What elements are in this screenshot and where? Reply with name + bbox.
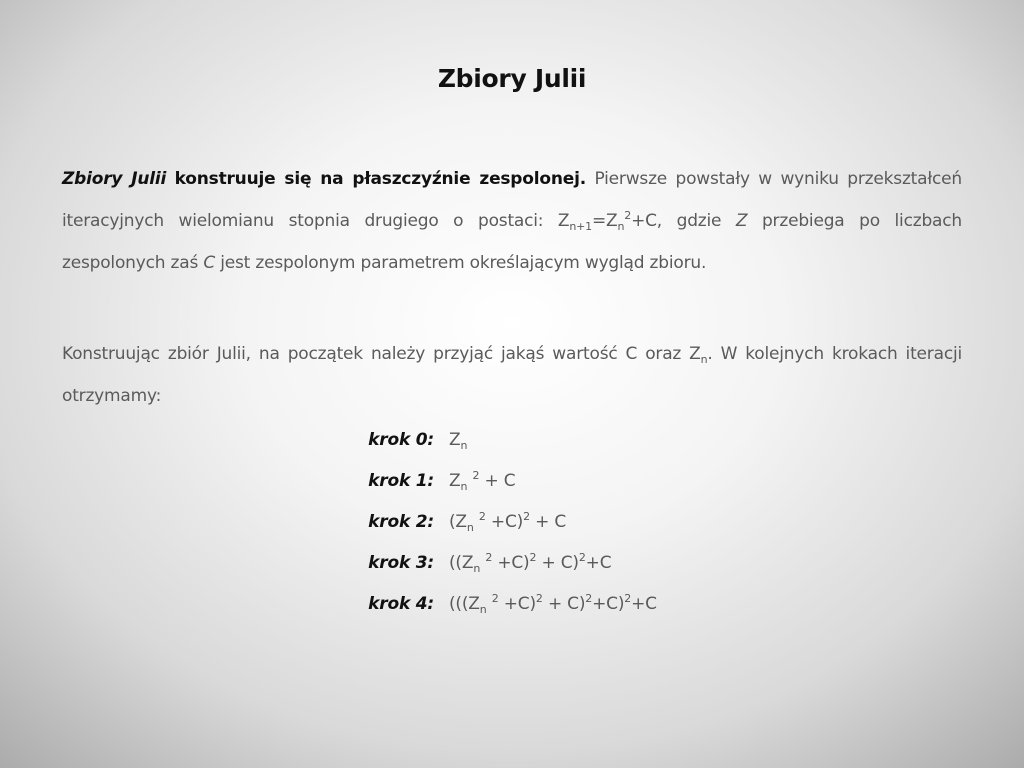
step-label: krok 4: <box>368 594 434 614</box>
lead-sentence: konstruuje się na płaszczyźnie zespolonej. <box>174 169 586 189</box>
slide-title: Zbiory Julii <box>437 64 587 93</box>
intro-paragraph: Zbiory Julii konstruuje się na płaszczyźnie zespolonej. Pierwsze powstały w wyniku przekształceń iteracyjnych wielomianu stopnia drugiego o postaci: $Z_{n+1}=Z_n^2+C$, gdzie Z przebiega po liczbach zespolonych zaś C jest zespolonym parametrem określającym wygląd zbioru. <box>62 169 962 273</box>
step-expression: $Z_n$ $^2$ + C <box>449 469 516 493</box>
iteration-step-3 <box>0 553 1024 594</box>
step-label: krok 2: <box>368 512 434 532</box>
step-label: krok 3: <box>368 553 434 573</box>
step-expression: ($Z_n$ $^2$ +C)$^2$ + C <box>449 510 566 534</box>
iteration-step-0 <box>0 430 1024 471</box>
construction-paragraph: Konstruując zbiór Julii, na początek należy przyjąć jakąś wartość C oraz $Z_n$. W kolejnych krokach iteracji otrzymamy: <box>62 344 963 406</box>
step-expression: ((($Z_n$ $^2$ +C)$^2$ + C)$^2$+C)$^2$+C <box>449 592 657 616</box>
iteration-step-1 <box>0 471 1024 512</box>
step-expression: (($Z_n$ $^2$ +C)$^2$ + C)$^2$+C <box>449 551 612 575</box>
step-label: krok 0: <box>368 430 434 450</box>
step-label: krok 1: <box>368 471 434 491</box>
step-expression: $Z_n$ <box>449 430 468 452</box>
term-julia-sets: Zbiory Julii <box>62 169 167 189</box>
iteration-step-4 <box>0 594 1024 635</box>
iteration-step-2 <box>0 512 1024 553</box>
